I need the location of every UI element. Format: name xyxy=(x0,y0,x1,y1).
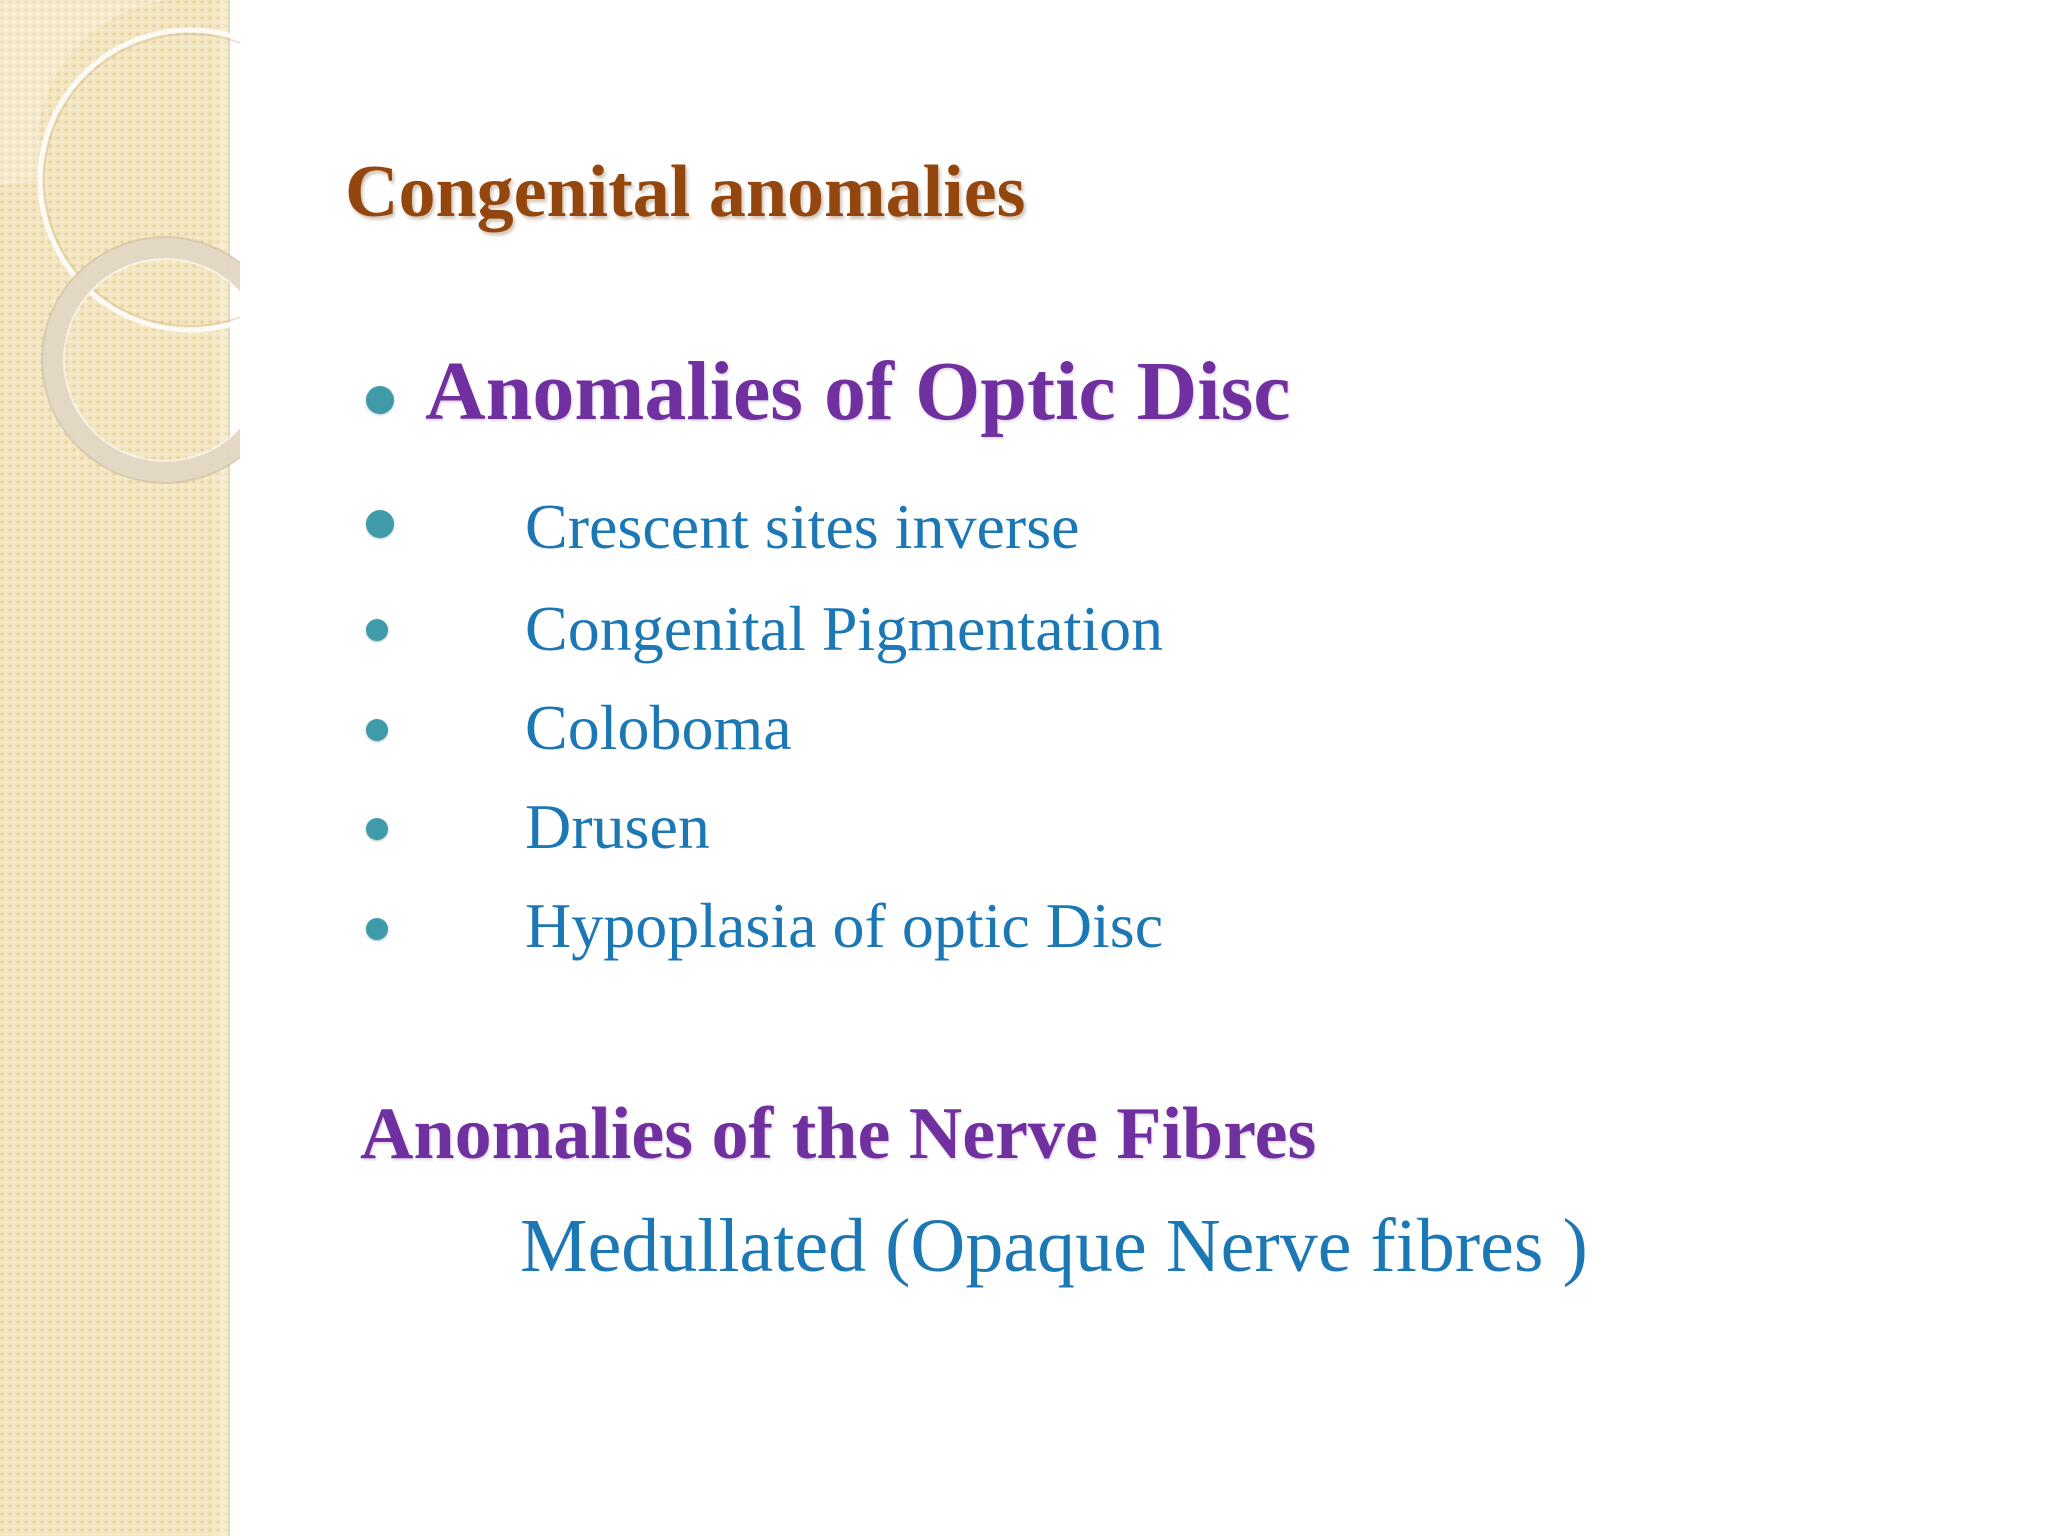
section-heading-nerve-fibres: Anomalies of the Nerve Fibres xyxy=(360,1093,1317,1175)
bullet-icon xyxy=(366,918,388,940)
bullet-icon xyxy=(366,619,388,641)
slide-title: Congenital anomalies xyxy=(345,151,1026,233)
list-item: Medullated (Opaque Nerve fibres ) xyxy=(520,1204,1588,1288)
bullet-icon xyxy=(366,818,388,840)
list-item: Crescent sites inverse xyxy=(525,491,1080,562)
list-item: Drusen xyxy=(525,791,710,862)
bullet-icon xyxy=(366,510,394,538)
list-item: Congenital Pigmentation xyxy=(525,593,1164,664)
section-heading-optic-disc: Anomalies of Optic Disc xyxy=(425,345,1291,438)
bullet-icon xyxy=(366,719,388,741)
decorative-rings-icon xyxy=(0,0,240,520)
bullet-icon xyxy=(366,386,394,414)
list-item: Hypoplasia of optic Disc xyxy=(525,890,1164,961)
list-item: Coloboma xyxy=(525,692,792,763)
